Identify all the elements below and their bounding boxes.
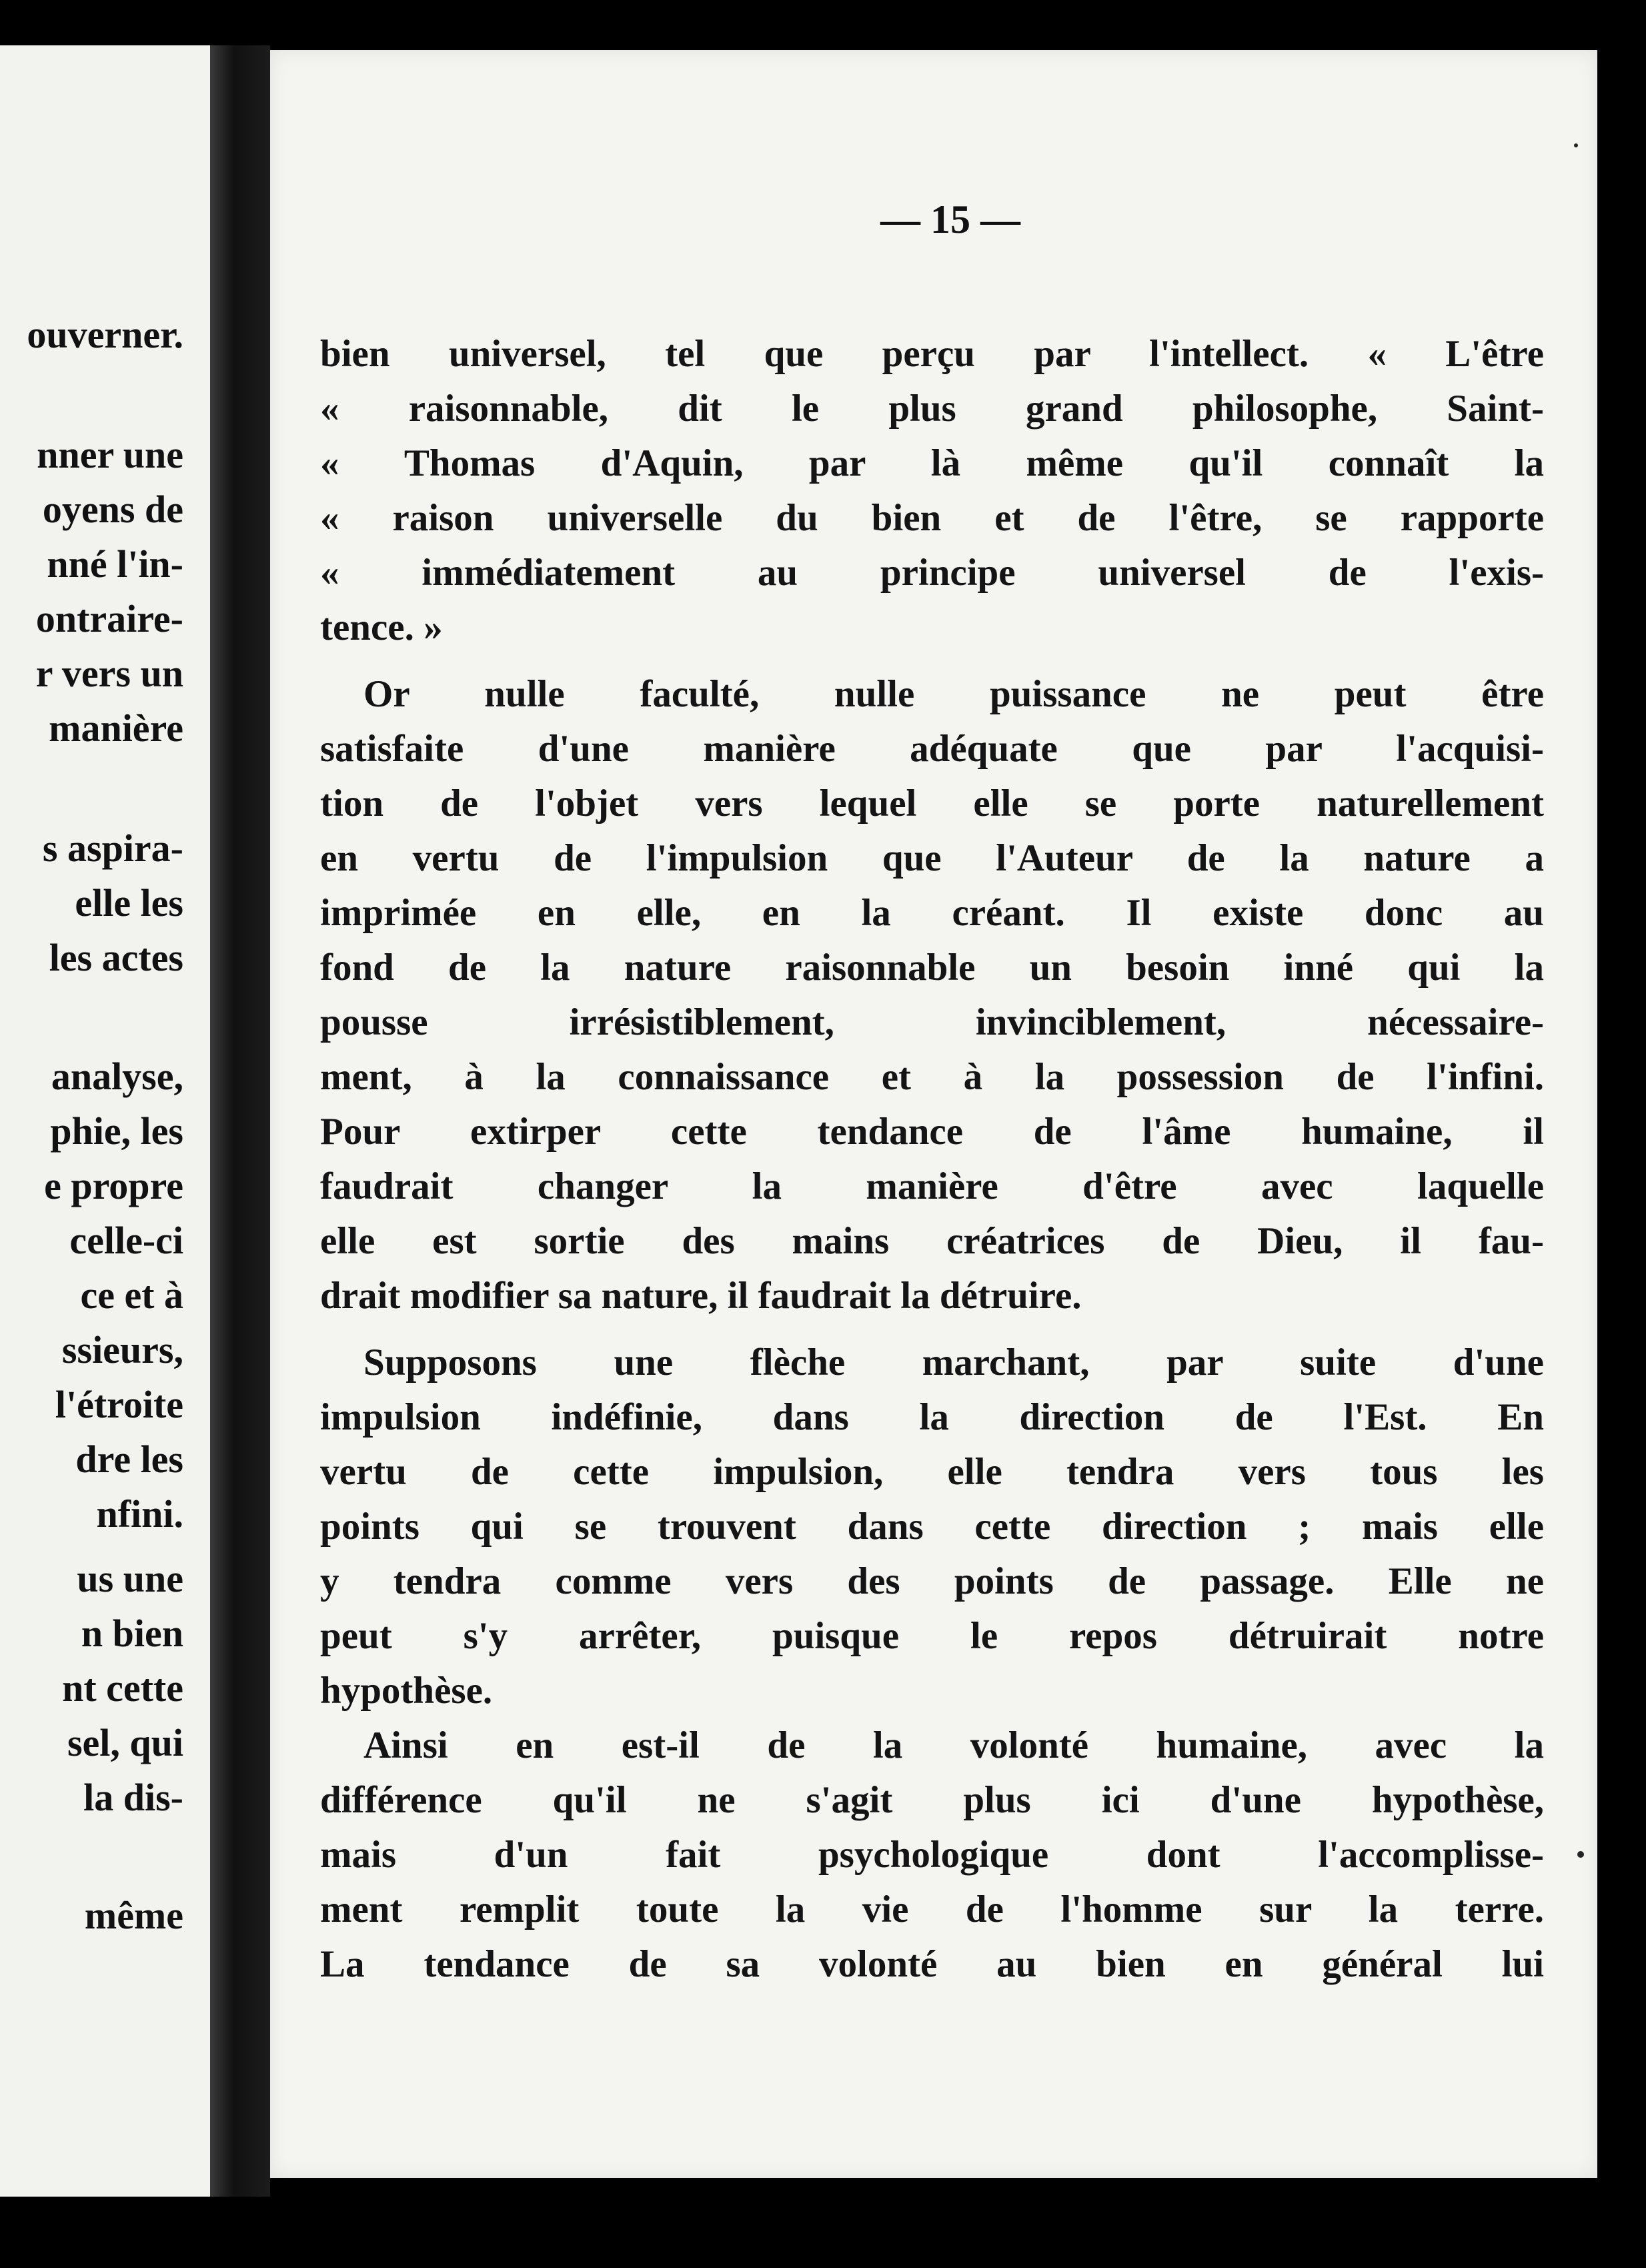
fragment-line: ontraire- (35, 597, 183, 640)
text-line: points qui se trouvent dans cette direction ; mais elle (320, 1506, 1544, 1548)
text-line: « immédiatement au principe universel de l'exis- (320, 552, 1544, 594)
text-line: hypothèse. (320, 1670, 493, 1712)
text-line: drait modifier sa nature, il faudrait la détruire. (320, 1275, 1082, 1317)
paragraph (320, 667, 1631, 1323)
fragment-line: nner une (37, 433, 183, 476)
text-line: bien universel, tel que perçu par l'intellect. « L'être (320, 333, 1544, 375)
text-line: « raisonnable, dit le plus grand philosophe, Saint- (320, 388, 1544, 430)
paragraph (320, 1718, 1631, 1992)
text-line: Or nulle faculté, nulle puissance ne peut être (363, 673, 1544, 715)
text-line: elle est sortie des mains créatrices de Dieu, il fau- (320, 1220, 1544, 1262)
text-line: peut s'y arrêter, puisque le repos détruirait notre (320, 1615, 1544, 1657)
ink-speck (1577, 1851, 1584, 1858)
text-line: « Thomas d'Aquin, par là même qu'il connaît la (320, 442, 1544, 484)
text-line: en vertu de l'impulsion que l'Auteur de la nature a (320, 837, 1544, 879)
text-line: Pour extirper cette tendance de l'âme humaine, il (320, 1111, 1544, 1153)
page-right (270, 50, 1597, 2178)
fragment-line: elle les (75, 881, 183, 925)
paragraph (320, 1335, 1631, 1718)
fragment-line: n bien (81, 1612, 183, 1655)
text-line: y tendra comme vers des points de passage. Elle ne (320, 1560, 1544, 1602)
text-line: différence qu'il ne s'agit plus ici d'une hypothèse, (320, 1779, 1544, 1821)
text-line: tence. » (320, 606, 443, 648)
fragment-line: même (84, 1894, 183, 1937)
fragment-line: e propre (44, 1164, 183, 1207)
text-line: imprimée en elle, en la créant. Il existe donc au (320, 892, 1544, 934)
text-line: « raison universelle du bien et de l'être, se rapporte (320, 497, 1544, 539)
text-line: Supposons une flèche marchant, par suite d'une (363, 1341, 1544, 1383)
fragment-line: ce et à (80, 1273, 183, 1317)
fragment-line: nfini. (96, 1492, 183, 1536)
fragment-line: dre les (75, 1438, 183, 1481)
fragment-line: analyse, (51, 1055, 183, 1098)
fragment-line: les actes (49, 936, 183, 979)
fragment-line: sel, qui (67, 1721, 183, 1764)
fragment-line: l'étroite (55, 1383, 183, 1426)
text-line: tion de l'objet vers lequel elle se porte naturellement (320, 782, 1544, 824)
text-line: ment, à la connaissance et à la possession de l'infini. (320, 1056, 1544, 1098)
body-text (320, 327, 1631, 1992)
text-line: faudrait changer la manière d'être avec laquelle (320, 1165, 1544, 1207)
fragment-line: r vers un (35, 652, 183, 695)
text-line: ment remplit toute la vie de l'homme sur la terre. (320, 1888, 1544, 1930)
facing-page-left (0, 45, 210, 2197)
fragment-line: ouverner. (27, 313, 183, 356)
text-line: Ainsi en est-il de la volonté humaine, avec la (363, 1724, 1544, 1766)
book-gutter (210, 45, 270, 2197)
page-number: — 15 — (880, 197, 1020, 241)
fragment-line: phie, les (50, 1109, 183, 1153)
fragment-line: oyens de (42, 488, 183, 531)
paragraph (320, 327, 1631, 655)
text-line: satisfaite d'une manière adéquate que par l'acquisi- (320, 728, 1544, 770)
ink-speck (1574, 143, 1578, 147)
fragment-line: la dis- (83, 1776, 183, 1819)
fragment-line: s aspira- (42, 826, 183, 870)
fragment-line: ssieurs, (61, 1328, 183, 1371)
fragment-line: celle-ci (69, 1219, 183, 1262)
text-line: mais d'un fait psychologique dont l'accomplisse- (320, 1834, 1544, 1876)
text-line: La tendance de sa volonté au bien en général lui (320, 1943, 1544, 1985)
fragment-line: nt cette (62, 1666, 183, 1710)
fragment-line: nné l'in- (47, 542, 183, 586)
text-line: pousse irrésistiblement, invinciblement, nécessaire- (320, 1001, 1544, 1043)
fragment-line: us une (77, 1557, 183, 1600)
text-line: impulsion indéfinie, dans la direction de l'Est. En (320, 1396, 1544, 1438)
text-line: vertu de cette impulsion, elle tendra vers tous les (320, 1451, 1544, 1493)
fragment-line: manière (49, 706, 183, 750)
text-line: fond de la nature raisonnable un besoin inné qui la (320, 947, 1544, 989)
